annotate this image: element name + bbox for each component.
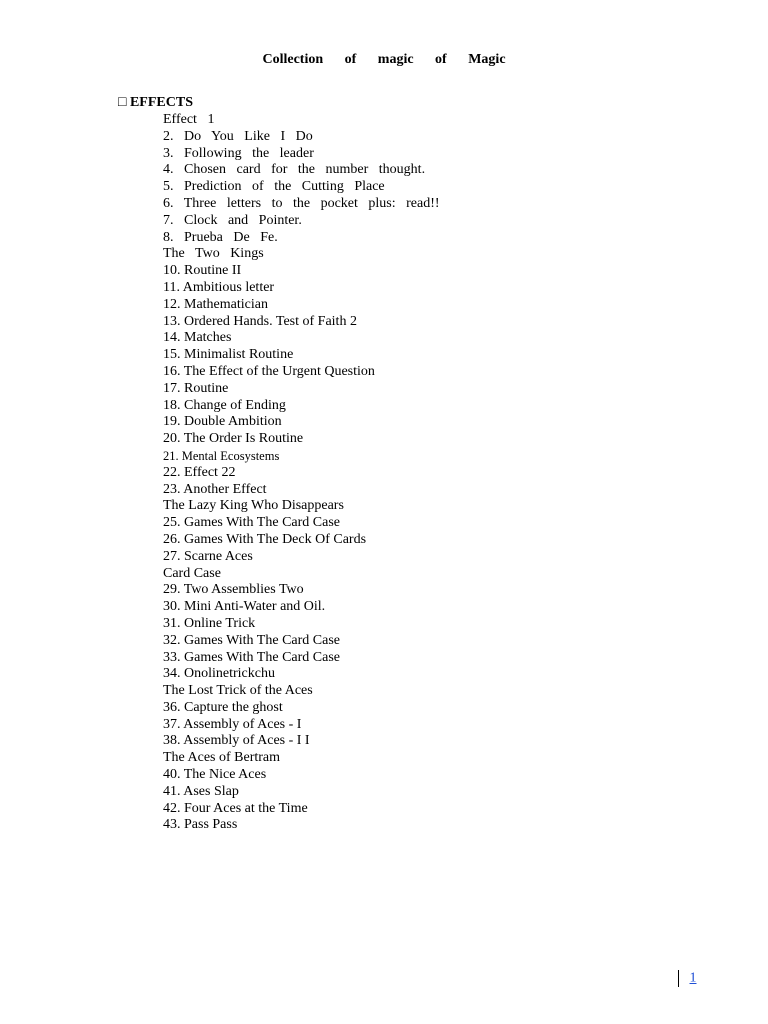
list-item: 4. Chosen card for the number thought. — [163, 162, 426, 178]
list-item: 40. The Nice Aces — [163, 767, 267, 783]
list-item: 30. Mini Anti-Water and Oil. — [163, 599, 326, 615]
checkbox-bullet-icon: □ — [118, 95, 127, 110]
list-item: 38. Assembly of Aces - I I — [163, 733, 310, 749]
list-item: 13. Ordered Hands. Test of Faith 2 — [163, 313, 357, 329]
list-item: 27. Scarne Aces — [163, 548, 253, 564]
section-heading-text: EFFECTS — [129, 95, 193, 110]
list-item: The Aces of Bertram — [163, 750, 281, 766]
list-item: 19. Double Ambition — [163, 414, 282, 430]
list-item: 43. Pass Pass — [163, 817, 238, 833]
list-item: 33. Games With The Card Case — [163, 649, 340, 665]
list-item: 15. Minimalist Routine — [163, 347, 294, 363]
list-item: 6. Three letters to the pocket plus: read!! — [163, 195, 440, 211]
list-item: 29. Two Assemblies Two — [163, 582, 304, 598]
list-item: 10. Routine II — [163, 263, 242, 279]
list-item: 3. Following the leader — [163, 145, 314, 161]
list-item: 23. Another Effect — [163, 481, 267, 497]
list-item: 26. Games With The Deck Of Cards — [163, 531, 367, 547]
effects-list — [163, 112, 440, 834]
list-item: 32. Games With The Card Case — [163, 632, 340, 648]
list-item: 5. Prediction of the Cutting Place — [163, 179, 385, 195]
list-item: The Two Kings — [163, 246, 264, 262]
list-item: 20. The Order Is Routine — [163, 431, 304, 447]
list-item: The Lost Trick of the Aces — [163, 683, 313, 699]
list-item: 11. Ambitious letter — [163, 279, 275, 295]
list-item: 21. Mental Ecosystems — [163, 448, 280, 463]
list-item: 16. The Effect of the Urgent Question — [163, 363, 375, 379]
section-heading — [118, 95, 193, 111]
list-item: The Lazy King Who Disappears — [163, 498, 344, 514]
list-item: 41. Ases Slap — [163, 783, 239, 799]
list-item: 14. Matches — [163, 330, 232, 346]
page-title: Collection of magic of Magic — [262, 52, 506, 67]
list-item: 12. Mathematician — [163, 296, 268, 312]
footer-divider — [678, 970, 679, 987]
list-item: 7. Clock and Pointer. — [163, 212, 302, 228]
list-item: 34. Onolinetrickchu — [163, 666, 275, 682]
list-item: 37. Assembly of Aces - I — [163, 716, 302, 732]
list-item: 42. Four Aces at the Time — [163, 800, 308, 816]
list-item: Effect 1 — [163, 112, 215, 127]
list-item: 22. Effect 22 — [163, 464, 236, 480]
list-item: 31. Online Trick — [163, 615, 256, 631]
list-item: 2. Do You Like I Do — [163, 128, 313, 144]
list-item: 18. Change of Ending — [163, 397, 286, 413]
page-footer — [678, 970, 697, 987]
list-item: 8. Prueba De Fe. — [163, 229, 278, 245]
list-item: 25. Games With The Card Case — [163, 515, 340, 531]
list-item: 36. Capture the ghost — [163, 699, 283, 715]
list-item: Card Case — [163, 565, 221, 581]
page-number-link[interactable]: 1 — [689, 970, 697, 986]
list-item: 17. Routine — [163, 380, 229, 396]
